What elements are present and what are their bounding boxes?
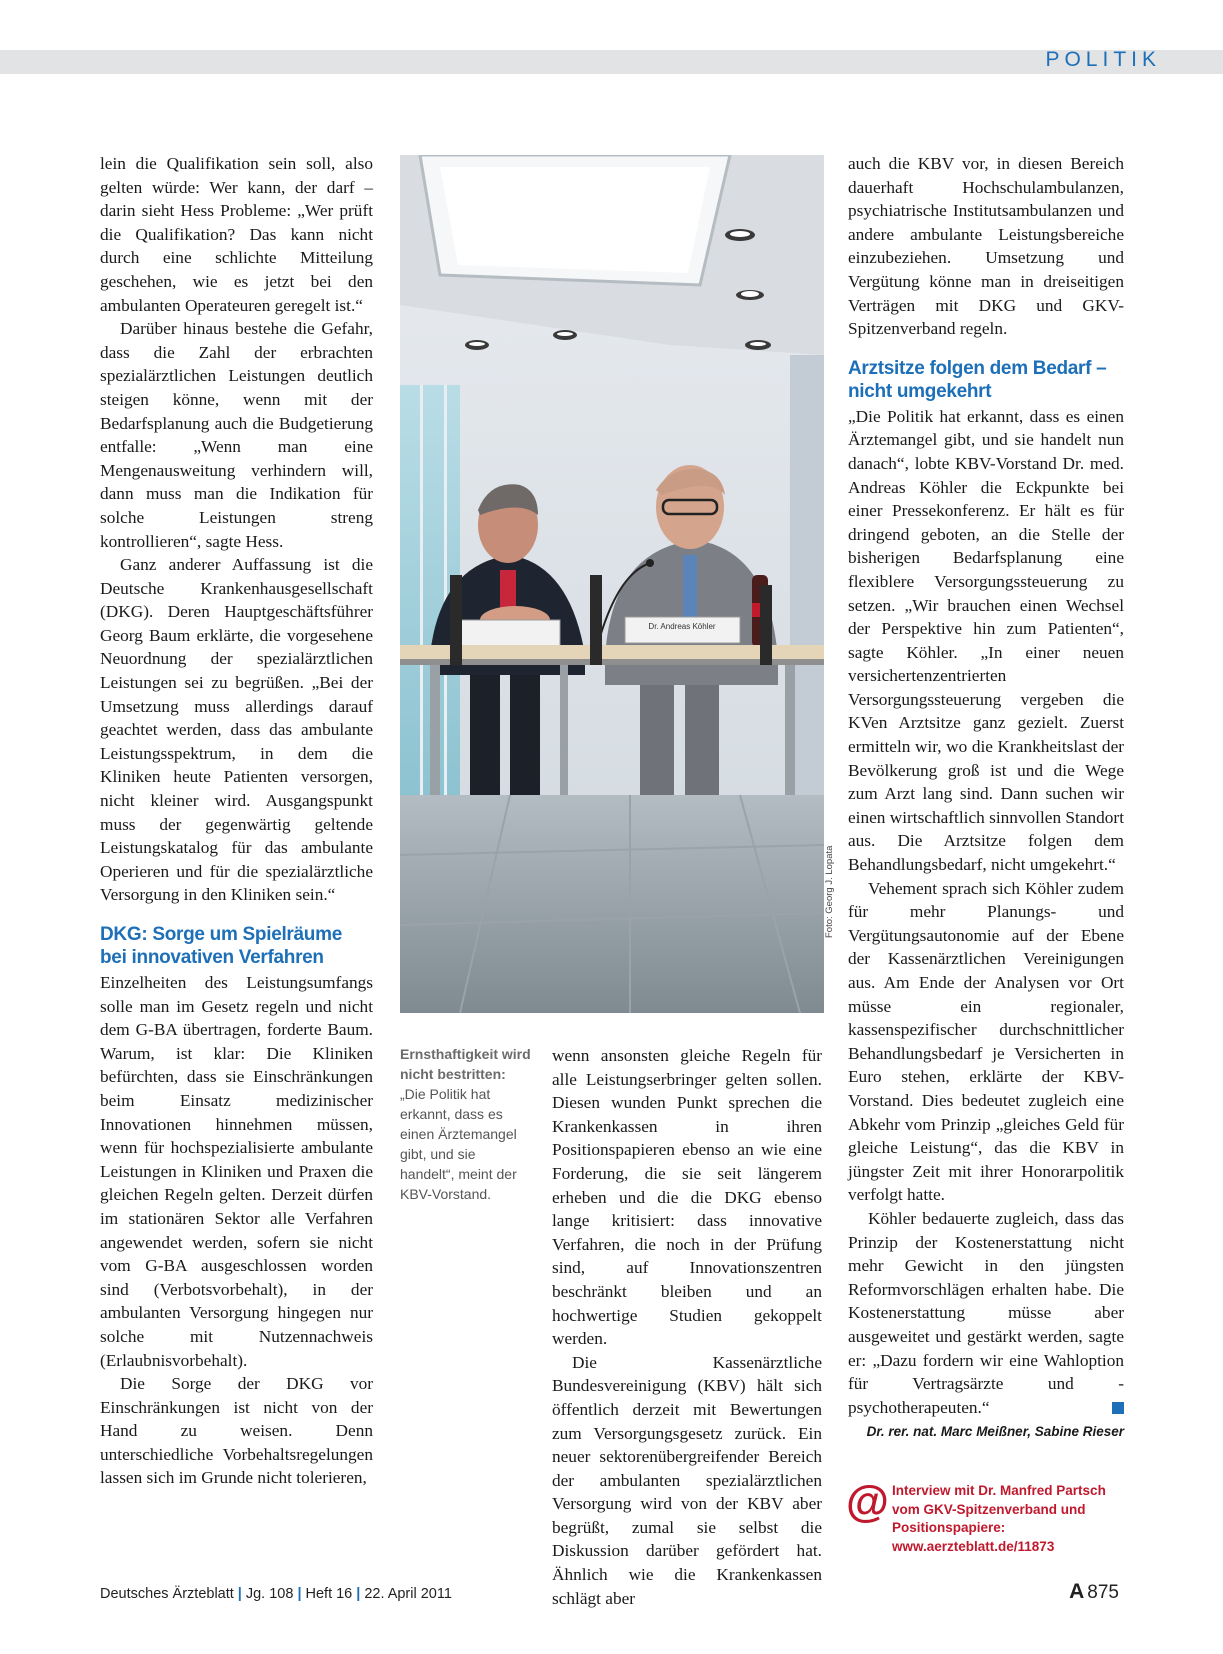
journal-volume: Jg. 108 (245, 1586, 294, 1602)
nameplate-text: Dr. Andreas Köhler (648, 622, 716, 631)
paragraph-text: Köhler bedauerte zugleich, dass das Prinzip der Kostenerstattung nicht mehr Gewicht in den jüngsten Reformvorschlägen erhalten habe. Die Kostenerstattung müsse aber ausgeweitet und gestärkt werden, sagte er: „Dazu fordern wir eine Wahloption für Vertragsärzte und -psychotherapeuten.“ (848, 1208, 1124, 1417)
subheading: Arztsitze folgen dem Bedarf – nicht umgekehrt (848, 357, 1107, 402)
footer-citation (100, 1586, 452, 1602)
web-reference-link[interactable]: Interview mit Dr. Manfred Partsch vom GKV-Spitzenverband und Positionspapiere: www.aerzteblatt.de/11873 (892, 1483, 1106, 1554)
column-1 (100, 152, 373, 1490)
paragraph: Die Kassenärztliche Bundesvereinigung (KBV) hält sich öffentlich derzeit mit Bewertungen zum Versorgungsgesetz zurück. Ein neuer sektorenübergreifender Bereich der ambulanten spezialärztlichen Versorgung wird von der KBV aber begrüßt, zumal sie selbst die Diskussion darüber gefördert hat. Ähnlich wie die Krankenkassen schlägt aber (552, 1352, 822, 1608)
press-conference-photo (400, 155, 824, 1013)
column-4 (848, 152, 1124, 1442)
column-3 (552, 1044, 822, 1610)
paragraph: Einzelheiten des Leistungsumfangs solle man im Gesetz regeln und nicht dem G-BA übertragen, forderte Baum. Warum, ist klar: Die Kliniken befürchten, dass sie Einschränkungen beim Einsatz medizinischer Innovationen hinnehmen müssen, wenn für hochspezialisierte ambulante Leistungen in Kliniken und Praxen die gleichen Regeln gelten. Derzeit dürfen im stationären Sektor alle Verfahren angewendet werden, sofern sie nicht vom G-BA ausgeschlossen worden sind (Verbotsvorbehalt), in der ambulanten Versorgung hingegen nur solche mit Nutzennachweis (Erlaubnisvorbehalt). (100, 973, 373, 1370)
paragraph: Die Sorge der DKG vor Einschränkungen ist nicht von der Hand zu weisen. Denn unterschiedliche Vorbehaltsregelungen lassen sich im Grunde nicht tolerieren, (100, 1374, 373, 1488)
end-mark-icon (1112, 1402, 1124, 1414)
page-number (1069, 1580, 1119, 1604)
header-band (0, 50, 1223, 74)
web-reference (846, 1477, 1126, 1572)
paragraph: „Die Politik hat erkannt, dass es einen Ärztemangel gibt, und sie handelt nun danach“, lobte KBV-Vorstand Dr. med. Andreas Köhler die Eckpunkte bei einer Pressekonferenz. Er hält es für dringend geboten, an die Stelle der bisherigen Bedarfsplanung eine flexiblere Versorgungssteuerung zu setzen. „Wir brauchen einen Wechsel der Perspektive hin zum Patienten“, sagte Köhler. „In einer neuen versichertenzentrierten Versorgungssteuerung vergeben die KVen Arztsitze ganz gezielt. Zuerst ermitteln wir, wo die Krankheitslast der Bevölkerung groß ist und die Wege zum Arzt lang sind. Dann suchen wir einen wirtschaftlich sinnvollen Standort aus. Die Arztsitze folgen dem Behandlungsbedarf, nicht umgekehrt.“ (848, 406, 1124, 875)
paragraph (848, 1207, 1124, 1419)
journal-name: Deutsches Ärzteblatt (100, 1586, 234, 1602)
paragraph: Ganz anderer Auffassung ist die Deutsche Krankenhausgesellschaft (DKG). Deren Hauptgeschäftsführer Georg Baum erklärte, die vorgesehene Neuordnung der spezialärztlichen Leistungen sei zu begrüßen. „Bei der Umsetzung muss allerdings darauf geachtet werden, dass das ambulante Leistungsspektrum, in dem die Kliniken heute Patienten versorgen, nicht kleiner wird. Ausgangspunkt muss der gegenwärtig geltende Leistungskatalog für das ambulante Operieren und für die spezialärztliche Versorgung in den Kliniken sein.“ (100, 555, 373, 905)
separator: | (237, 1586, 242, 1602)
page-value: 875 (1087, 1582, 1119, 1603)
author-byline: Dr. rer. nat. Marc Meißner, Sabine Rieser (866, 1424, 1124, 1440)
photo-credit: Foto: Georg J. Lopata (824, 845, 835, 938)
journal-issue: Heft 16 (305, 1586, 353, 1602)
paragraph: Vehement sprach sich Köhler zudem für mehr Planungs- und Vergütungsautonomie auf der Ebene der Kassenärztlichen Vereinigungen aus. Am Ende der Analysen vor Ort müsse ein regionaler, kassenspezifischer durchschnittlicher Behandlungsbedarf je Versicherten in Euro stehen, erklärte der KBV-Vorstand. Dies bedeutet zugleich eine Abkehr vom Prinzip „gleiches Geld für gleiche Leistung“, das die KBV in jüngster Zeit mit ihrer Honorarpolitik verfolgt hatte. (848, 878, 1124, 1205)
subheading: DKG: Sorge um Spielräume bei innovativen Verfahren (100, 924, 342, 968)
paragraph: auch die KBV vor, in diesen Bereich dauerhaft Hochschulambulanzen, psychiatrische Institutsambulanzen und andere ambulante Leistungsbereiche einzubeziehen. Umsetzung und Vergütung könne man in dreiseitigen Verträgen mit DKG und GKV-Spitzenverband regeln. (848, 154, 1124, 339)
paragraph: wenn ansonsten gleiche Regeln für alle Leistungserbringer gelten sollen. Diesen wunden Punkt sprechen die Krankenkassen in ihren Positionspapieren ebenso an wie eine Forderung, die sie seit längerem erheben und die die DKG ebenso lange kritisiert: dass innovative Verfahren, die noch in der Prüfung sind, auf Innovationszentren beschränkt bleiben und an hochwertige Studien gekoppelt werden. (552, 1046, 822, 1349)
at-sign-icon: @ (846, 1477, 889, 1526)
caption-lead: Ernsthaftigkeit wird nicht bestritten: (400, 1046, 531, 1082)
photo-caption (400, 1044, 533, 1204)
section-label: POLITIK (1045, 48, 1161, 71)
paragraph: lein die Qualifikation sein soll, also gelten würde: Wer kann, der darf – darin sieht Hess Probleme: „Wer prüft die Qualifikation? Das kann nicht durch eine schlichte Mitteilung geschehen, wie es jetzt bei den ambulanten Operateuren geregelt ist.“ (100, 154, 373, 315)
caption-text: „Die Politik hat erkannt, dass es einen Ärztemangel gibt, und sie handelt“, meint der KBV-Vorstand. (400, 1086, 517, 1202)
issue-date: 22. April 2011 (364, 1586, 452, 1602)
page-prefix: A (1069, 1580, 1085, 1603)
paragraph: Darüber hinaus bestehe die Gefahr, dass die Zahl der erbrachten spezialärztlichen Leistungen deutlich steigen könne, wenn mit der Bedarfsplanung auch die Budgetierung entfalle: „Wenn man eine Mengenausweitung verhindern will, dann muss man die Indikation für solche Leistungen streng kontrollieren“, sagte Hess. (100, 319, 373, 551)
separator: | (297, 1586, 302, 1602)
separator: | (356, 1586, 361, 1602)
